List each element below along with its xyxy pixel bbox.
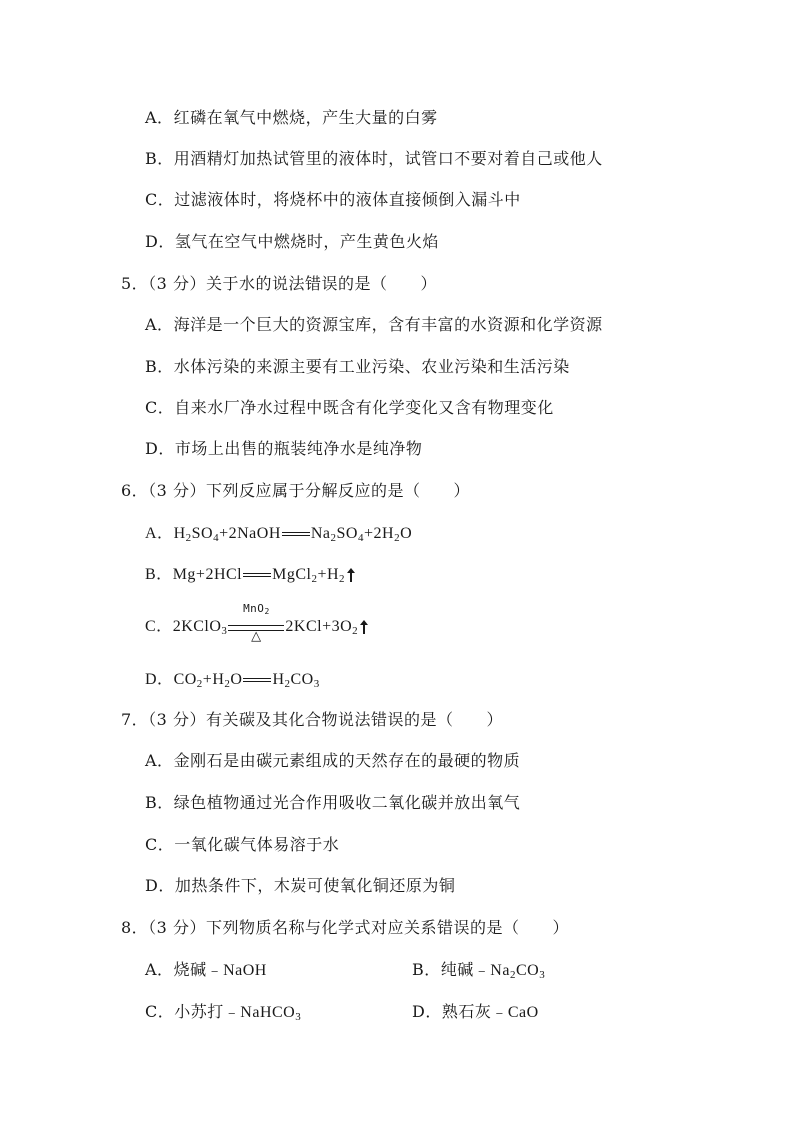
q4-option-d <box>145 231 439 253</box>
option-text: 氢气在空气中燃烧时，产生黄色火焰 <box>174 232 439 251</box>
q7-option-a <box>145 750 520 772</box>
option-label: C． <box>145 835 175 854</box>
option-label: A． <box>145 960 174 979</box>
chemical-equation: $H_2SO_4+2NaOH$ $Na_2SO_4+2H_2O$ <box>173 525 413 544</box>
option-text: 用酒精灯加热试管里的液体时，试管口不要对着自己或他人 <box>173 149 603 168</box>
substance-name: 烧碱 <box>173 960 207 979</box>
q5-option-b <box>145 356 570 378</box>
option-label: D． <box>412 1002 442 1021</box>
q5-stem: 5．（3 分）关于水的说法错误的是（ ） <box>121 274 437 293</box>
option-text: 加热条件下，木炭可使氧化铜还原为铜 <box>174 876 456 895</box>
q5-option-a <box>145 314 603 336</box>
option-text: 红磷在氧气中燃烧，产生大量的白雾 <box>173 108 438 127</box>
option-label: B． <box>145 357 174 376</box>
q7-option-d <box>145 875 455 897</box>
q5-option-d <box>145 438 422 460</box>
option-label: B． <box>145 149 174 168</box>
option-label: A． <box>145 751 174 770</box>
chemical-equation: Mg+2HCl $MgCl_2+H_2$ <box>173 566 355 583</box>
separator: ﹣ <box>223 1002 241 1021</box>
chemical-equation: $CO_2+H_2O$ $H_2CO_3$ <box>173 671 320 690</box>
option-label: A． <box>145 525 174 542</box>
chemical-formula: CaO <box>507 1004 539 1021</box>
option-label: A． <box>145 315 174 334</box>
q6-stem: 6．（3 分）下列反应属于分解反应的是（ ） <box>121 481 470 500</box>
option-label: B． <box>145 566 173 583</box>
equals-sign <box>282 528 310 540</box>
option-label: C． <box>145 1002 175 1021</box>
option-label: C． <box>145 618 173 635</box>
q6-option-b <box>145 564 355 586</box>
q4-option-a <box>145 107 438 129</box>
option-text: 过滤液体时，将烧杯中的液体直接倾倒入漏斗中 <box>174 190 521 209</box>
q8-option-c <box>145 1001 301 1024</box>
q4-option-c <box>145 189 521 211</box>
heat-symbol: △ <box>251 629 262 645</box>
option-text: 市场上出售的瓶装纯净水是纯净物 <box>174 439 423 458</box>
reaction-condition <box>228 602 284 645</box>
option-text: 海洋是一个巨大的资源宝库，含有丰富的水资源和化学资源 <box>173 315 603 334</box>
substance-name: 熟石灰 <box>441 1002 492 1021</box>
option-text: 水体污染的来源主要有工业污染、农业污染和生活污染 <box>173 357 570 376</box>
separator: ﹣ <box>491 1002 508 1021</box>
q6-option-c <box>145 602 368 645</box>
q7-option-b <box>145 792 520 814</box>
q8-option-a <box>145 959 267 982</box>
chemical-formula: $Na_2CO_3$ <box>490 962 546 981</box>
option-text: 一氧化碳气体易溶于水 <box>174 835 340 854</box>
gas-arrow-icon <box>347 568 355 582</box>
equals-sign <box>243 674 271 686</box>
option-label: C． <box>145 398 175 417</box>
option-label: B． <box>145 793 174 812</box>
q5-option-c <box>145 397 554 419</box>
chemical-formula: NaHCO$_3$ <box>240 1004 302 1023</box>
q6-option-a <box>145 523 412 545</box>
option-label: D． <box>145 232 175 251</box>
option-label: B． <box>412 960 441 979</box>
equals-sign <box>243 569 271 581</box>
separator: ﹣ <box>473 960 491 979</box>
option-label: D． <box>145 671 174 688</box>
option-text: 绿色植物通过光合作用吸收二氧化碳并放出氧气 <box>173 793 521 812</box>
q8-option-b <box>412 959 545 982</box>
q7-option-c <box>145 834 339 856</box>
q4-option-b <box>145 148 603 170</box>
gas-arrow-icon <box>360 620 368 634</box>
q8-stem: 8．（3 分）下列物质名称与化学式对应关系错误的是（ ） <box>121 918 569 937</box>
q7-stem: 7．（3 分）有关碳及其化合物说法错误的是（ ） <box>121 710 503 729</box>
option-label: A． <box>145 108 174 127</box>
substance-name: 纯碱 <box>440 960 474 979</box>
substance-name: 小苏打 <box>174 1002 224 1021</box>
option-text: 自来水厂净水过程中既含有化学变化又含有物理变化 <box>174 398 554 417</box>
catalyst-label: MnO$_2$ <box>243 602 270 617</box>
option-label: D． <box>145 439 175 458</box>
q8-option-d <box>412 1001 539 1024</box>
chemical-equation: 2KClO$_3$ MnO$_2$ △ $2KCl+3O_2$ <box>173 618 368 635</box>
option-label: D． <box>145 876 175 895</box>
separator: ﹣ <box>206 960 224 979</box>
option-label: C． <box>145 190 175 209</box>
option-text: 金刚石是由碳元素组成的天然存在的最硬的物质 <box>173 751 521 770</box>
q6-option-d <box>145 669 320 691</box>
chemical-formula: NaOH <box>223 962 267 979</box>
